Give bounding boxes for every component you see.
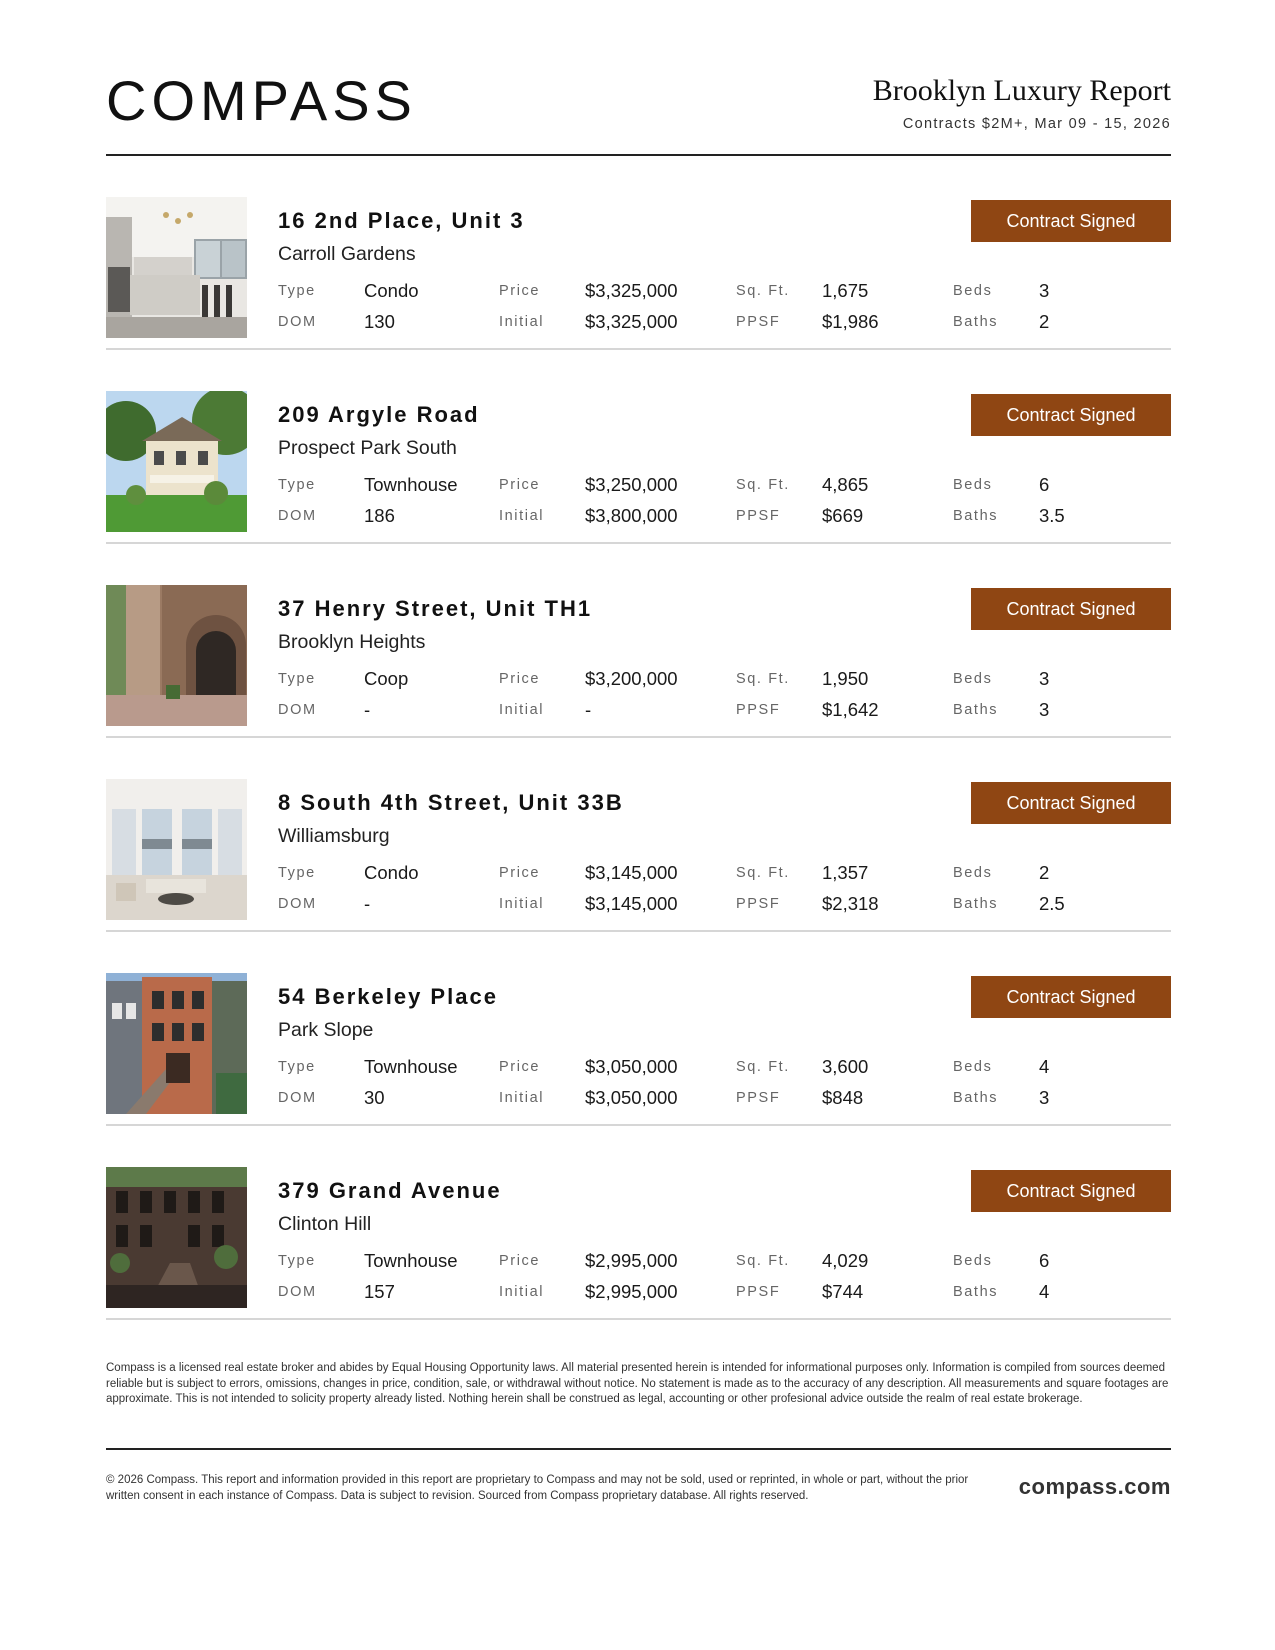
type-value: Townhouse [364, 1250, 458, 1271]
listing-address[interactable]: 209 Argyle Road [278, 402, 480, 427]
compass-logo [106, 70, 426, 136]
sqft-label: Sq. Ft. [736, 865, 790, 881]
price-label: Price [499, 671, 541, 687]
initial-value: - [585, 699, 592, 720]
ppsf-label: PPSF [736, 1090, 781, 1106]
type-value: Townhouse [364, 1056, 458, 1077]
ppsf-label: PPSF [736, 702, 781, 718]
ppsf-label: PPSF [736, 314, 781, 330]
price-value: $3,325,000 [585, 280, 678, 301]
ppsf-value: $744 [822, 1281, 864, 1302]
listing-neighborhood: Park Slope [278, 1019, 374, 1041]
price-label: Price [499, 477, 541, 493]
dom-value: 130 [364, 311, 395, 332]
listing-photo[interactable] [106, 197, 247, 338]
listing-address[interactable]: 379 Grand Avenue [278, 1178, 502, 1203]
dom-value: 30 [364, 1087, 385, 1108]
listing-photo[interactable] [106, 391, 247, 532]
ppsf-label: PPSF [736, 508, 781, 524]
listing-address[interactable]: 16 2nd Place, Unit 3 [278, 208, 525, 233]
baths-value: 4 [1039, 1281, 1050, 1302]
type-value: Condo [364, 280, 419, 301]
website-link[interactable]: compass.com [1018, 1474, 1171, 1499]
baths-label: Baths [953, 1284, 999, 1300]
dom-label: DOM [278, 896, 317, 912]
type-label: Type [278, 1059, 316, 1075]
initial-label: Initial [499, 1284, 545, 1300]
sqft-value: 1,675 [822, 280, 869, 301]
copyright-text: © 2026 Compass. This report and information provided in this report are proprietary to Compass and may not be sold, used or reprinted, in whole or part, without the prior written consent in each instance of Compass. Data is subject to revision. Sourced from Compass proprietary database. All rights reserved. [106, 1474, 969, 1502]
initial-label: Initial [499, 702, 545, 718]
listing-photo[interactable] [106, 973, 247, 1114]
price-label: Price [499, 283, 541, 299]
baths-value: 2 [1039, 311, 1050, 332]
beds-label: Beds [953, 865, 993, 881]
baths-value: 3 [1039, 1087, 1050, 1108]
price-label: Price [499, 1253, 541, 1269]
sqft-label: Sq. Ft. [736, 1059, 790, 1075]
contract-signed-badge[interactable]: Contract Signed [971, 976, 1171, 1018]
baths-value: 3 [1039, 699, 1050, 720]
compass-logo-mark [106, 70, 426, 136]
listing-neighborhood: Prospect Park South [278, 437, 457, 459]
listing-item [106, 350, 1171, 544]
initial-label: Initial [499, 1090, 545, 1106]
sqft-label: Sq. Ft. [736, 477, 790, 493]
price-value: $2,995,000 [585, 1250, 678, 1271]
baths-value: 2.5 [1039, 893, 1065, 914]
price-value: $3,050,000 [585, 1056, 678, 1077]
report-subtitle: Contracts $2M+, Mar 09 - 15, 2026 [902, 116, 1171, 132]
contract-signed-badge[interactable]: Contract Signed [971, 782, 1171, 824]
price-value: $3,200,000 [585, 668, 678, 689]
sqft-value: 3,600 [822, 1056, 869, 1077]
contract-signed-badge[interactable]: Contract Signed [971, 1170, 1171, 1212]
beds-label: Beds [953, 1059, 993, 1075]
dom-value: - [364, 699, 371, 720]
disclaimer-text: Compass is a licensed real estate broker and abides by Equal Housing Opportunity laws. All material presented herein is intended for informational purposes only. Information is compiled from sources deemed reliable but is subject to errors, omissions, changes in price, condition, sale, or withdrawal without notice. No statement is made as to the accuracy of any description. All measurements and square footages are approximate. This is not intended to solicity property already listed. Nothing herein shall be construed as legal, accounting or other profesional advice outside the realm of real estate brokerage. [106, 1362, 1169, 1405]
report-title: Brooklyn Luxury Report [872, 74, 1171, 107]
beds-label: Beds [953, 283, 993, 299]
contract-signed-badge[interactable]: Contract Signed [971, 200, 1171, 242]
initial-label: Initial [499, 896, 545, 912]
contract-signed-badge[interactable]: Contract Signed [971, 394, 1171, 436]
sqft-value: 1,950 [822, 668, 869, 689]
beds-value: 2 [1039, 862, 1050, 883]
beds-label: Beds [953, 671, 993, 687]
sqft-label: Sq. Ft. [736, 1253, 790, 1269]
dom-value: 186 [364, 505, 395, 526]
listing-address[interactable]: 54 Berkeley Place [278, 984, 498, 1009]
baths-label: Baths [953, 1090, 999, 1106]
beds-label: Beds [953, 1253, 993, 1269]
listing-item [106, 544, 1171, 738]
ppsf-value: $2,318 [822, 893, 879, 914]
sqft-label: Sq. Ft. [736, 671, 790, 687]
ppsf-value: $669 [822, 505, 864, 526]
beds-label: Beds [953, 477, 993, 493]
listing-photo[interactable] [106, 779, 247, 920]
listing-address[interactable]: 8 South 4th Street, Unit 33B [278, 790, 624, 815]
dom-label: DOM [278, 314, 317, 330]
dom-label: DOM [278, 702, 317, 718]
initial-value: $3,050,000 [585, 1087, 678, 1108]
type-label: Type [278, 283, 316, 299]
sqft-value: 4,865 [822, 474, 869, 495]
dom-label: DOM [278, 1090, 317, 1106]
baths-label: Baths [953, 896, 999, 912]
baths-value: 3.5 [1039, 505, 1065, 526]
initial-label: Initial [499, 508, 545, 524]
beds-value: 3 [1039, 280, 1050, 301]
baths-label: Baths [953, 702, 999, 718]
price-value: $3,250,000 [585, 474, 678, 495]
listing-item [106, 1126, 1171, 1320]
listing-neighborhood: Carroll Gardens [278, 243, 416, 265]
initial-label: Initial [499, 314, 545, 330]
beds-value: 4 [1039, 1056, 1050, 1077]
type-label: Type [278, 1253, 316, 1269]
beds-value: 3 [1039, 668, 1050, 689]
type-value: Condo [364, 862, 419, 883]
listing-photo[interactable] [106, 1167, 247, 1308]
listing-item [106, 932, 1171, 1126]
listing-neighborhood: Clinton Hill [278, 1213, 372, 1235]
listing-photo[interactable] [106, 585, 247, 726]
price-label: Price [499, 1059, 541, 1075]
footer-divider [106, 1448, 1171, 1450]
ppsf-value: $1,986 [822, 311, 879, 332]
baths-label: Baths [953, 508, 999, 524]
dom-label: DOM [278, 508, 317, 524]
initial-value: $3,800,000 [585, 505, 678, 526]
listing-neighborhood: Williamsburg [278, 825, 390, 847]
sqft-value: 4,029 [822, 1250, 869, 1271]
ppsf-value: $848 [822, 1087, 864, 1108]
baths-label: Baths [953, 314, 999, 330]
initial-value: $3,325,000 [585, 311, 678, 332]
price-value: $3,145,000 [585, 862, 678, 883]
listing-address[interactable]: 37 Henry Street, Unit TH1 [278, 596, 593, 621]
beds-value: 6 [1039, 1250, 1050, 1271]
dom-value: - [364, 893, 371, 914]
dom-label: DOM [278, 1284, 317, 1300]
beds-value: 6 [1039, 474, 1050, 495]
listings-list [106, 156, 1171, 1320]
listing-item [106, 738, 1171, 932]
type-label: Type [278, 477, 316, 493]
ppsf-label: PPSF [736, 896, 781, 912]
price-label: Price [499, 865, 541, 881]
listing-neighborhood: Brooklyn Heights [278, 631, 426, 653]
contract-signed-badge[interactable]: Contract Signed [971, 588, 1171, 630]
type-label: Type [278, 865, 316, 881]
type-value: Townhouse [364, 474, 458, 495]
type-value: Coop [364, 668, 409, 689]
type-label: Type [278, 671, 316, 687]
dom-value: 157 [364, 1281, 395, 1302]
sqft-value: 1,357 [822, 862, 869, 883]
compass-logo-text: COMPASS [106, 70, 417, 132]
ppsf-label: PPSF [736, 1284, 781, 1300]
initial-value: $2,995,000 [585, 1281, 678, 1302]
ppsf-value: $1,642 [822, 699, 879, 720]
sqft-label: Sq. Ft. [736, 283, 790, 299]
initial-value: $3,145,000 [585, 893, 678, 914]
listing-item [106, 156, 1171, 350]
